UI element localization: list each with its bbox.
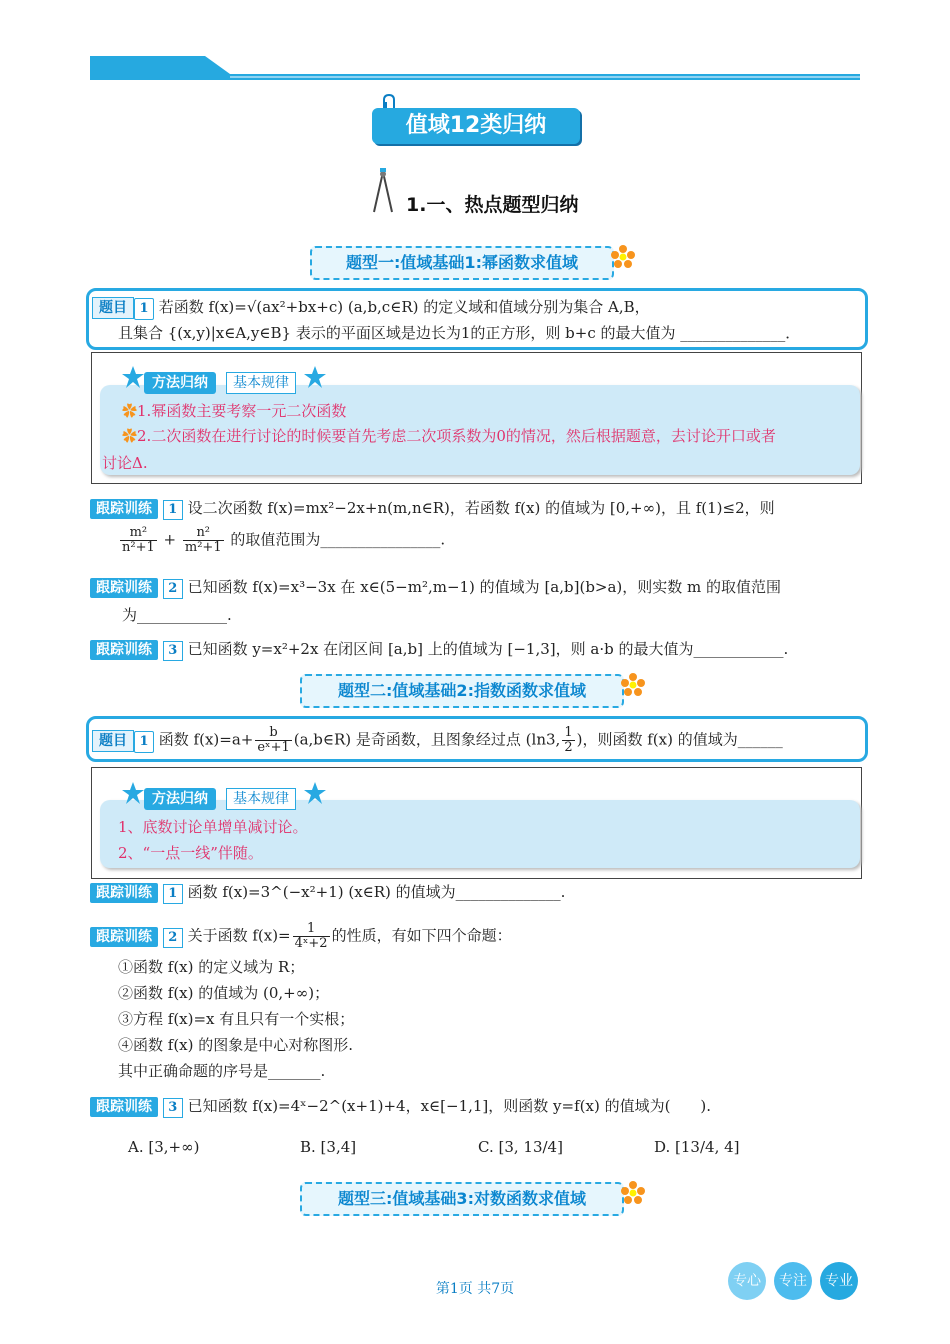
proposition-1: ①函数 f(x) 的定义域为 R； — [118, 958, 305, 976]
type3-banner: 题型三:值域基础3:对数函数求值域 — [300, 1182, 624, 1216]
star-icon — [122, 366, 144, 388]
flower-icon — [610, 244, 636, 270]
flower-bullet-icon: ✿ — [122, 402, 138, 420]
method-subtag: 基本规律 — [226, 372, 296, 394]
option-c: C. [3, 13/4] — [478, 1138, 563, 1156]
type2-track2: 跟踪训练 2 关于函数 f(x)= $\frac{1}{\text{4ˣ+2}}$ 的性质，有如下四个命题： — [90, 922, 512, 951]
page-number: 第1页 共7页 — [435, 1281, 515, 1297]
flower-icon — [620, 1180, 646, 1206]
track-number: 1 — [163, 500, 183, 520]
track-tag: 跟踪训练 — [90, 927, 158, 947]
track-tag: 跟踪训练 — [90, 578, 158, 598]
footer-badge-2: 专注 — [774, 1262, 812, 1300]
track-number: 1 — [163, 884, 183, 904]
type1-track2: 跟踪训练 2 已知函数 f(x)=x³−3x 在 x∈(5−m²,m−1) 的值域为 [a,b](b>a)，则实数 m 的取值范围 — [90, 576, 781, 599]
footer-badge-3: 专业 — [820, 1262, 858, 1300]
method-point-2: 2、“一点一线”伴随。 — [118, 844, 263, 862]
question-tag: 题目 — [92, 730, 134, 752]
track-number: 2 — [163, 579, 183, 599]
proposition-3: ③方程 f(x)=x 有且只有一个实根； — [118, 1010, 355, 1028]
fraction: $\frac{1}{\text{4ˣ+2}}$ — [294, 921, 328, 951]
fraction: $\frac{\text{m²}}{\text{n²+1}}$ — [122, 525, 155, 555]
section-heading: 1.一、热点题型归纳 — [406, 194, 579, 216]
track-tag: 跟踪训练 — [90, 1097, 158, 1117]
method-point-2-cont: 讨论Δ. — [102, 454, 148, 472]
question-tag: 题目 — [92, 297, 134, 319]
compass-icon — [368, 168, 398, 216]
question-number: 1 — [134, 298, 154, 320]
method-point-2: ✿2.二次函数在进行讨论的时候要首先考虑二次项系数为0的情况，然后根据题意，去讨论开口或者 — [122, 427, 776, 445]
flower-bullet-icon: ✿ — [122, 427, 138, 445]
track-number: 3 — [163, 641, 183, 661]
method-point-1: ✿1.幂函数主要考察一元二次函数 — [122, 402, 347, 420]
proposition-4: ④函数 f(x) 的图象是中心对称图形. — [118, 1036, 354, 1054]
question-number: 1 — [134, 731, 154, 753]
footer-badge-1: 专心 — [728, 1262, 766, 1300]
type1-track2-line2: 为____________. — [122, 606, 232, 624]
option-b: B. [3,4] — [300, 1138, 357, 1156]
page-title: 值域12类归纳 — [372, 108, 580, 144]
method-subtag: 基本规律 — [226, 788, 296, 810]
star-icon — [304, 782, 326, 804]
track-tag: 跟踪训练 — [90, 883, 158, 903]
question-text: 若函数 f(x)=√(ax²+bx+c) (a,b,c∈R) 的定义域和值域分别为集合 A,B， — [158, 298, 650, 316]
type2-question-line: 题目 1 函数 f(x)=a+ $\frac{b}{\text{eˣ+1}}$ (a,b∈R) 是奇函数，且图象经过点 (ln3, $\frac{1}{2}$ )，则函数 f(x) 的值域为______ — [92, 726, 783, 755]
star-icon — [304, 366, 326, 388]
header-decoration-bar — [90, 54, 860, 84]
track-number: 2 — [163, 928, 183, 948]
type1-question-line1 — [92, 296, 650, 320]
method-point-1: 1、底数讨论单增单减讨论。 — [118, 818, 308, 836]
option-d: D. [13/4, 4] — [654, 1138, 740, 1156]
method-tag: 方法归纳 — [144, 372, 216, 394]
type1-track3: 跟踪训练 3 已知函数 y=x²+2x 在闭区间 [a,b] 上的值域为 [−1,3]，则 a·b 的最大值为____________. — [90, 638, 788, 661]
fraction: $\frac{1}{2}$ — [564, 725, 573, 755]
track-tag: 跟踪训练 — [90, 640, 158, 660]
proposition-question: 其中正确命题的序号是_______. — [118, 1062, 326, 1080]
proposition-2: ②函数 f(x) 的值域为 (0,+∞)； — [118, 984, 330, 1002]
flower-icon — [620, 672, 646, 698]
type2-track1: 跟踪训练 1 函数 f(x)=3^(−x²+1) (x∈R) 的值域为______________. — [90, 881, 565, 904]
option-a: A. [3,+∞) — [128, 1138, 200, 1156]
fraction: $\frac{\text{n²}}{\text{m²+1}}$ — [184, 525, 222, 555]
fraction: $\frac{b}{\text{eˣ+1}}$ — [257, 725, 290, 755]
type1-track1: 跟踪训练 1 设二次函数 f(x)=mx²−2x+n(m,n∈R)，若函数 f(x) 的值域为 [0,+∞)，且 f(1)≤2，则 — [90, 497, 775, 520]
type2-track3: 跟踪训练 3 已知函数 f(x)=4ˣ−2^(x+1)+4，x∈[−1,1]，则函数 y=f(x) 的值域为( ). — [90, 1095, 711, 1118]
star-icon — [122, 782, 144, 804]
type1-track1-line2: $\frac{\text{m²}}{\text{n²+1}}$ + $\frac{\text{n²}}{\text{m²+1}}$ 的取值范围为________________. — [122, 525, 446, 555]
track-number: 3 — [163, 1098, 183, 1118]
type1-banner: 题型一:值域基础1:幂函数求值域 — [310, 246, 614, 280]
type1-question-line2: 且集合 {(x,y)|x∈A,y∈B} 表示的平面区域是边长为1的正方形，则 b+c 的最大值为 ______________． — [118, 324, 801, 342]
track-tag: 跟踪训练 — [90, 499, 158, 519]
type2-banner: 题型二:值域基础2:指数函数求值域 — [300, 674, 624, 708]
method-tag: 方法归纳 — [144, 788, 216, 810]
